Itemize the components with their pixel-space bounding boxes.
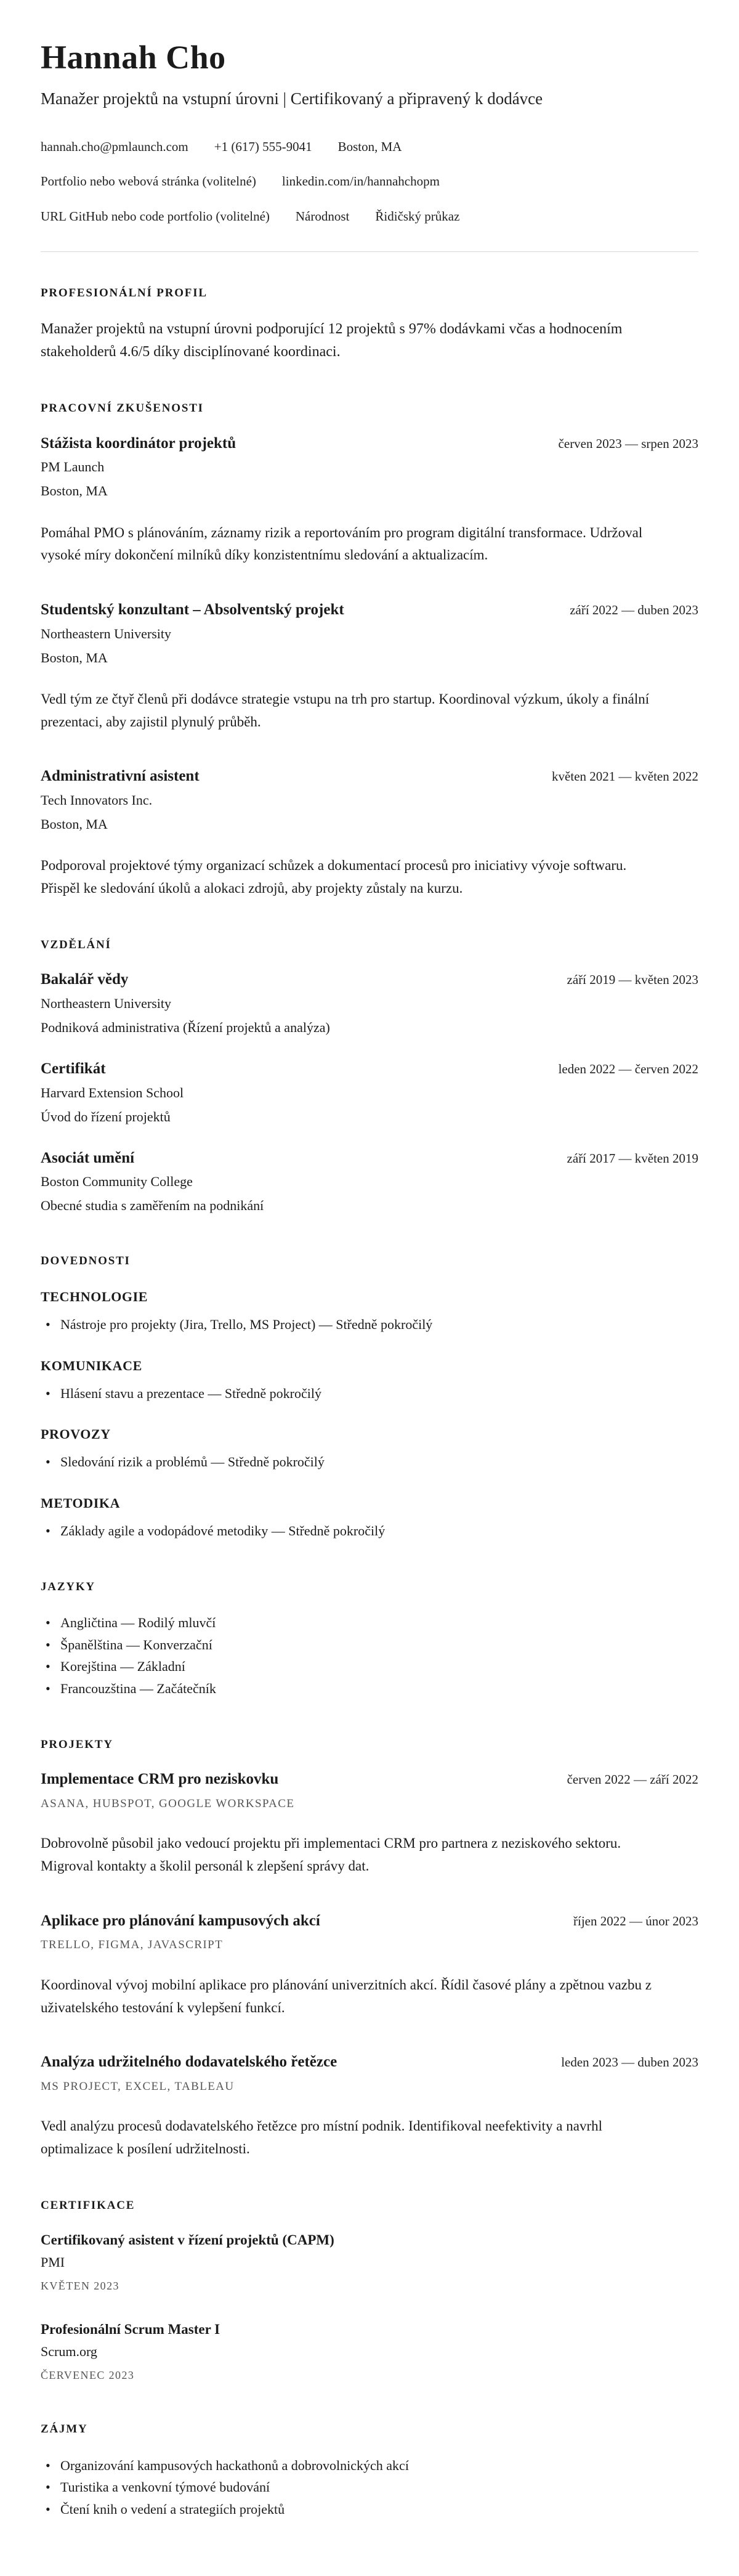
contact-driving-license: Řidičský průkaz (375, 209, 460, 224)
job-location: Boston, MA (41, 483, 108, 499)
skill-category (41, 1493, 698, 1542)
section-profile (41, 284, 698, 364)
contact-github: URL GitHub nebo code portfolio (volitelné) (41, 209, 270, 224)
degree-dates: leden 2022 — červen 2022 (558, 1061, 698, 1076)
project-description: Dobrovolně působil jako vedoucí projektu při implementaci CRM pro partnera z neziskového sektoru. Migroval kontakty a školil personál k zlepšení správy dat. (41, 1835, 621, 1874)
skill-category-name: KOMUNIKACE (41, 1357, 142, 1373)
contact-location: Boston, MA (337, 139, 402, 154)
degree-field: Podniková administrativa (Řízení projektů a analýza) (41, 1019, 330, 1035)
project-dates: červen 2022 — září 2022 (567, 1772, 698, 1787)
experience-item (41, 434, 698, 567)
project-tools: MS PROJECT, EXCEL, TABLEAU (41, 2079, 235, 2093)
candidate-tagline: Manažer projektů na vstupní úrovni | Certifikovaný a připravený k dodávce (41, 89, 543, 108)
degree-dates: září 2019 — květen 2023 (567, 972, 698, 988)
contact-email: hannah.cho@pmlaunch.com (41, 139, 188, 154)
education-item (41, 1148, 698, 1217)
skill-item: • Sledování rizik a problémů — Středně pokročilý (41, 1451, 698, 1473)
project-dates: říjen 2022 — únor 2023 (573, 1913, 698, 1928)
certification-item (41, 2230, 698, 2295)
certification-org: Scrum.org (41, 2344, 97, 2360)
project-item (41, 2052, 698, 2161)
job-company: Tech Innovators Inc. (41, 792, 153, 808)
degree-school: Northeastern University (41, 995, 171, 1011)
degree-field: Úvod do řízení projektů (41, 1108, 171, 1124)
job-description: Podporoval projektové týmy organizací schůzek a dokumentací procesů pro iniciativy vývoje softwaru. Přispěl ke sledování úkolů a alokaci zdrojů, aby projekty zůstaly na kurzu. (41, 858, 627, 896)
job-location: Boston, MA (41, 649, 108, 665)
education-item (41, 1059, 698, 1128)
skill-category-name: TECHNOLOGIE (41, 1288, 148, 1304)
experience-item-head (41, 600, 698, 620)
experience-item (41, 600, 698, 733)
section-interests (41, 2420, 698, 2520)
section-heading-certifications: CERTIFIKACE (41, 2198, 135, 2212)
interest-item: • Čtení knih o vedení a strategiích projektů (41, 2498, 698, 2521)
project-item-head (41, 1911, 698, 1932)
contact-portfolio: Portfolio nebo webová stránka (volitelné) (41, 174, 256, 189)
job-title: Stážista koordinátor projektů (41, 434, 236, 452)
resume-header (41, 38, 698, 227)
section-projects (41, 1736, 698, 2161)
certification-date: KVĚTEN 2023 (41, 2280, 119, 2293)
job-dates: září 2022 — duben 2023 (570, 603, 698, 618)
profile-summary: Manažer projektů na vstupní úrovni podporující 12 projektů s 97% dodávkami včas a hodnocením stakeholderů 4.6/5 díky disciplínované koordinaci. (41, 321, 623, 360)
skill-category-name: METODIKA (41, 1495, 121, 1511)
education-item (41, 970, 698, 1038)
project-item-head (41, 1769, 698, 1790)
language-item: • Korejština — Základní (41, 1656, 698, 1678)
degree-school: Boston Community College (41, 1174, 193, 1190)
skill-category (41, 1286, 698, 1336)
contact-row-links (41, 171, 698, 192)
skill-list (41, 1520, 698, 1542)
section-skills (41, 1252, 698, 1542)
experience-item-head (41, 766, 698, 787)
education-item-head (41, 1059, 698, 1079)
contact-nationality: Národnost (295, 209, 350, 224)
language-list (41, 1612, 698, 1700)
skill-item: • Nástroje pro projekty (Jira, Trello, MS Project) — Středně pokročilý (41, 1314, 698, 1336)
job-location: Boston, MA (41, 816, 108, 832)
project-title: Analýza udržitelného dodavatelského řetězce (41, 2054, 337, 2071)
project-item (41, 1769, 698, 1878)
degree-field: Obecné studia s zaměřením na podnikání (41, 1198, 264, 1214)
interest-list (41, 2455, 698, 2521)
project-tools: ASANA, HUBSPOT, GOOGLE WORKSPACE (41, 1797, 295, 1810)
candidate-name: Hannah Cho (41, 39, 226, 76)
language-item: • Španělština — Konverzační (41, 1634, 698, 1656)
degree-school: Harvard Extension School (41, 1084, 184, 1100)
section-heading-interests: ZÁJMY (41, 2423, 88, 2436)
header-divider (41, 251, 698, 252)
project-description: Vedl analýzu procesů dodavatelského řetězce pro místní podnik. Identifikoval neefektivity a navrhl optimalizace k posílení udržitelnosti. (41, 2118, 603, 2157)
experience-item (41, 766, 698, 900)
section-experience (41, 399, 698, 900)
experience-item-head (41, 434, 698, 454)
degree-title: Certifikát (41, 1060, 106, 1077)
project-title: Implementace CRM pro neziskovku (41, 1771, 279, 1788)
job-title: Studentský konzultant – Absolventský projekt (41, 601, 344, 619)
project-item (41, 1911, 698, 2020)
section-heading-projects: PROJEKTY (41, 1737, 113, 1751)
skill-list (41, 1314, 698, 1336)
section-heading-skills: DOVEDNOSTI (41, 1254, 131, 1268)
skill-list (41, 1451, 698, 1473)
project-item-head (41, 2052, 698, 2073)
skill-list (41, 1383, 698, 1405)
education-item-head (41, 970, 698, 990)
job-dates: červen 2023 — srpen 2023 (558, 436, 698, 451)
project-title: Aplikace pro plánování kampusových akcí (41, 1912, 320, 1929)
contact-row-primary (41, 137, 698, 157)
project-description: Koordinoval vývoj mobilní aplikace pro plánování univerzitních akcí. Řídil časové plány a zpětnou vazbu z uživatelského testování k vylepšení funkcí. (41, 1977, 652, 2015)
job-dates: květen 2021 — květen 2022 (552, 769, 698, 784)
skill-item: • Základy agile a vodopádové metodiky — Středně pokročilý (41, 1520, 698, 1542)
section-heading-profile: PROFESIONÁLNÍ PROFIL (41, 286, 208, 299)
skill-category (41, 1424, 698, 1473)
interest-item: • Organizování kampusových hackathonů a dobrovolnických akcí (41, 2455, 698, 2477)
section-education (41, 936, 698, 1217)
skill-category-name: PROVOZY (41, 1426, 111, 1442)
project-tools: TRELLO, FIGMA, JAVASCRIPT (41, 1938, 224, 1952)
job-company: Northeastern University (41, 625, 171, 641)
job-title: Administrativní asistent (41, 768, 200, 785)
section-heading-education: VZDĚLÁNÍ (41, 938, 111, 951)
project-dates: leden 2023 — duben 2023 (561, 2055, 698, 2070)
certification-date: ČERVENEC 2023 (41, 2369, 135, 2382)
contact-linkedin: linkedin.com/in/hannahchopm (281, 174, 440, 189)
section-certifications (41, 2196, 698, 2385)
section-languages (41, 1578, 698, 1700)
job-description: Pomáhal PMO s plánováním, záznamy rizik a reportováním pro program digitální transformace. Udržoval vysoké míry dokončení milníků díky konzistentnímu sledování a aktualizacím. (41, 524, 643, 563)
certification-title: Profesionální Scrum Master I (41, 2322, 220, 2338)
skill-item: • Hlásení stavu a prezentace — Středně pokročilý (41, 1383, 698, 1405)
degree-title: Asociát umění (41, 1149, 135, 1166)
degree-dates: září 2017 — květen 2019 (567, 1150, 698, 1166)
section-heading-languages: JAZYKY (41, 1580, 95, 1593)
language-item: • Angličtina — Rodilý mluvčí (41, 1612, 698, 1634)
certification-title: Certifikovaný asistent v řízení projektů (CAPM) (41, 2232, 334, 2248)
contact-phone: +1 (617) 555-9041 (214, 139, 312, 154)
certification-item (41, 2320, 698, 2384)
skill-category (41, 1355, 698, 1405)
degree-title: Bakalář vědy (41, 971, 129, 988)
interest-item: • Turistika a venkovní týmové budování (41, 2476, 698, 2498)
job-description: Vedl tým ze čtyř členů při dodávce strategie vstupu na trh pro startup. Koordinoval výzkum, úkoly a finální prezentaci, aby zajistil plynulý průběh. (41, 691, 650, 729)
language-item: • Francouzština — Začátečník (41, 1678, 698, 1700)
contact-row-extra (41, 206, 698, 227)
section-heading-experience: PRACOVNÍ ZKUŠENOSTI (41, 402, 204, 415)
education-item-head (41, 1148, 698, 1169)
job-company: PM Launch (41, 459, 105, 475)
certification-org: PMI (41, 2254, 65, 2270)
